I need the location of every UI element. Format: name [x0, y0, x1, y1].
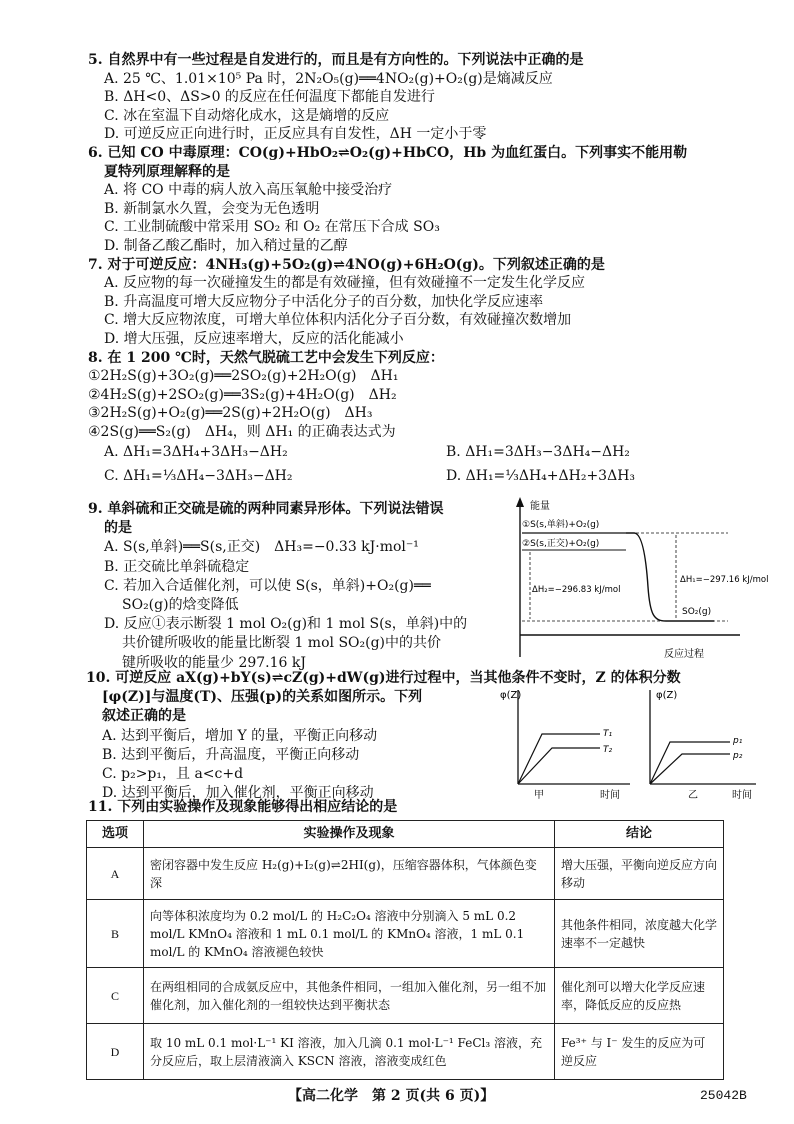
option-line: D. 反应①表示断裂 1 mol O₂(g)和 1 mol S(s，单斜)中的	[104, 616, 468, 633]
table-row	[87, 968, 724, 1024]
level-monoclinic: ①S(s,单斜)+O₂(g)	[522, 520, 600, 530]
option-line: B. ΔH<0、ΔS>0 的反应在任何温度下都能自发进行	[104, 89, 435, 106]
option-line: B. 升高温度可增大反应物分子中活化分子的百分数，加快化学反应速率	[104, 293, 544, 310]
header-conclusion: 结论	[555, 821, 724, 848]
question-stem-line: 8. 在 1 200 ℃时，天然气脱硫工艺中会发生下列反应：	[88, 349, 444, 366]
option-line: D. 增大压强，反应速率增大，反应的活化能减小	[104, 331, 404, 347]
row-operation: 密闭容器中发生反应 H₂(g)+I₂(g)⇌2HI(g)，压缩容器体积，气体颜色变深	[144, 848, 555, 900]
header-operation: 实验操作及现象	[144, 821, 555, 848]
q8-option-d: D. ΔH₁=⅓ΔH₄+ΔH₂+3ΔH₃	[446, 468, 636, 484]
option-line: ①2H₂S(g)+3O₂(g)══2SO₂(g)+2H₂O(g) ΔH₁	[88, 368, 399, 385]
option-line: A. 将 CO 中毒的病人放入高压氧舱中接受治疗	[104, 182, 393, 199]
row-operation: 取 10 mL 0.1 mol·L⁻¹ KI 溶液，加入几滴 0.1 mol·L⁻¹ FeCl₃ 溶液，充分反应后，取上层清液滴入 KSCN 溶液，溶液变成红色	[144, 1024, 555, 1080]
question-stem-line: 7. 对于可逆反应：4NH₃(g)+5O₂(g)⇌4NO(g)+6H₂O(g)。下列叙述正确的是	[88, 256, 605, 273]
row-conclusion: Fe³⁺ 与 I⁻ 发生的反应为可逆反应	[555, 1024, 724, 1080]
question-stem-line: 10. 可逆反应 aX(g)+bY(s)⇌cZ(g)+dW(g)进行过程中，当其他条件不变时，Z 的体积分数	[86, 670, 681, 686]
t1-label: T₁	[603, 729, 613, 739]
question-stem-line: 夏特列原理解释的是	[104, 163, 230, 180]
dh2-label: ΔH₂=−296.83 kJ/mol	[532, 585, 621, 595]
question-stem-line: [φ(Z)]与温度(T)、压强(p)的关系如图所示。下列	[102, 689, 423, 706]
question-stem-line: 5. 自然界中有一些过程是自发进行的，而且是有方向性的。下列说法中正确的是	[88, 52, 584, 68]
phi-axis-label-2: φ(Z)	[656, 690, 678, 701]
question-stem-line: 6. 已知 CO 中毒原理：CO(g)+HbO₂⇌O₂(g)+HbCO，Hb 为血红蛋白。下列事实不能用勒	[88, 145, 688, 161]
row-option: B	[87, 900, 144, 968]
row-operation: 在两组相同的合成氨反应中，其他条件相同，一组加入催化剂，另一组不加催化剂，加入催化剂的一组较快达到平衡状态	[144, 968, 555, 1024]
option-line: ④2S(g)══S₂(g) ΔH₄，则 ΔH₁ 的正确表达式为	[88, 424, 396, 440]
p2-label: p₂	[733, 751, 743, 761]
row-conclusion: 催化剂可以增大化学反应速率，降低反应的反应热	[555, 968, 724, 1024]
option-line: C. 增大反应物浓度，可增大单位体积内活化分子百分数，有效碰撞次数增加	[104, 312, 572, 329]
row-conclusion: 增大压强，平衡向逆反应方向移动	[555, 848, 724, 900]
graph-pressure	[642, 686, 762, 802]
energy-axis-label: 能量	[530, 501, 550, 512]
process-axis-label: 反应过程	[664, 649, 704, 660]
option-line: B. 达到平衡后，升高温度，平衡正向移动	[102, 746, 360, 763]
row-option: A	[87, 848, 144, 900]
product-label: SO₂(g)	[682, 607, 712, 617]
header-option: 选项	[87, 821, 144, 848]
option-line: B. 新制氯水久置，会变为无色透明	[104, 200, 320, 217]
question-stem-line: 叙述正确的是	[102, 708, 186, 725]
table-row	[87, 1024, 724, 1080]
option-line: A. 达到平衡后，增加 Y 的量，平衡正向移动	[102, 727, 378, 744]
time-axis-label-2: 时间	[732, 790, 752, 801]
t2-label: T₂	[603, 745, 613, 755]
experiment-table	[86, 820, 724, 1080]
option-line: ②4H₂S(g)+2SO₂(g)══3S₂(g)+4H₂O(g) ΔH₂	[88, 386, 397, 403]
option-line: A. S(s,单斜)══S(s,正交) ΔH₃=−0.33 kJ·mol⁻¹	[104, 539, 419, 556]
option-line: 键所吸收的能量少 297.16 kJ	[122, 654, 306, 671]
option-line: C. 若加入合适催化剂，可以使 S(s，单斜)+O₂(g)══	[104, 577, 431, 594]
option-line: B. 正交硫比单斜硫稳定	[104, 558, 250, 575]
question-stem-line: 9. 单斜硫和正交硫是硫的两种同素异形体。下列说法错误	[88, 501, 444, 517]
page-footer: 【高二化学 第 2 页(共 6 页)】	[288, 1088, 495, 1104]
option-line: D. 可逆反应正向进行时，正反应具有自发性，ΔH 一定小于零	[104, 126, 487, 143]
q8-option-b: B. ΔH₁=3ΔH₃−3ΔH₄−ΔH₂	[446, 444, 630, 460]
option-line: 共价键所吸收的能量比断裂 1 mol SO₂(g)中的共价	[122, 635, 442, 652]
time-axis-label: 时间	[600, 790, 620, 801]
row-conclusion: 其他条件相同，浓度越大化学速率不一定越快	[555, 900, 724, 968]
question-11-stem: 11. 下列由实验操作及现象能够得出相应结论的是	[88, 799, 398, 815]
option-line: C. 工业制硫酸中常采用 SO₂ 和 O₂ 在常压下合成 SO₃	[104, 219, 440, 236]
row-option: C	[87, 968, 144, 1024]
table-row	[87, 900, 724, 968]
paper-code: 25042B	[700, 1088, 747, 1103]
level-orthorhombic: ②S(s,正交)+O₂(g)	[522, 539, 600, 549]
option-line: D. 达到平衡后，加入催化剂，平衡正向移动	[102, 785, 374, 802]
row-option: D	[87, 1024, 144, 1080]
option-line: A. 反应物的每一次碰撞发生的都是有效碰撞，但有效碰撞不一定发生化学反应	[104, 275, 586, 292]
dh1-label: ΔH₁=−297.16 kJ/mol	[680, 575, 769, 585]
p1-label: p₁	[733, 736, 743, 746]
option-line: C. p₂>p₁，且 a<c+d	[102, 766, 244, 782]
graph-yi-label: 乙	[688, 790, 698, 801]
question-stem-line: 的是	[104, 520, 132, 537]
option-line: D. 制备乙酸乙酯时，加入稍过量的乙醇	[104, 238, 348, 254]
graph-temperature	[500, 686, 640, 802]
energy-diagram	[514, 497, 769, 667]
q8-option-c: C. ΔH₁=⅓ΔH₄−3ΔH₃−ΔH₂	[104, 468, 293, 484]
phi-axis-label: φ(Z)	[500, 690, 522, 701]
option-line: A. 25 ℃、1.01×10⁵ Pa 时，2N₂O₅(g)══4NO₂(g)+O₂(g)是熵减反应	[104, 70, 553, 87]
q8-option-a: A. ΔH₁=3ΔH₄+3ΔH₃−ΔH₂	[104, 444, 288, 460]
table-row	[87, 848, 724, 900]
graph-jia-label: 甲	[534, 790, 544, 801]
row-operation: 向等体积浓度均为 0.2 mol/L 的 H₂C₂O₄ 溶液中分别滴入 5 mL 0.2 mol/L KMnO₄ 溶液和 1 mL 0.1 mol/L 的 KMnO₄ 溶液，1 mL 0.1 mol/L 的 KMnO₄ 溶液褪色较快	[144, 900, 555, 968]
option-line: ③2H₂S(g)+O₂(g)══2S(g)+2H₂O(g) ΔH₃	[88, 405, 373, 422]
option-line: SO₂(g)的焓变降低	[122, 597, 239, 613]
option-line: C. 冰在室温下自动熔化成水，这是熵增的反应	[104, 107, 390, 124]
